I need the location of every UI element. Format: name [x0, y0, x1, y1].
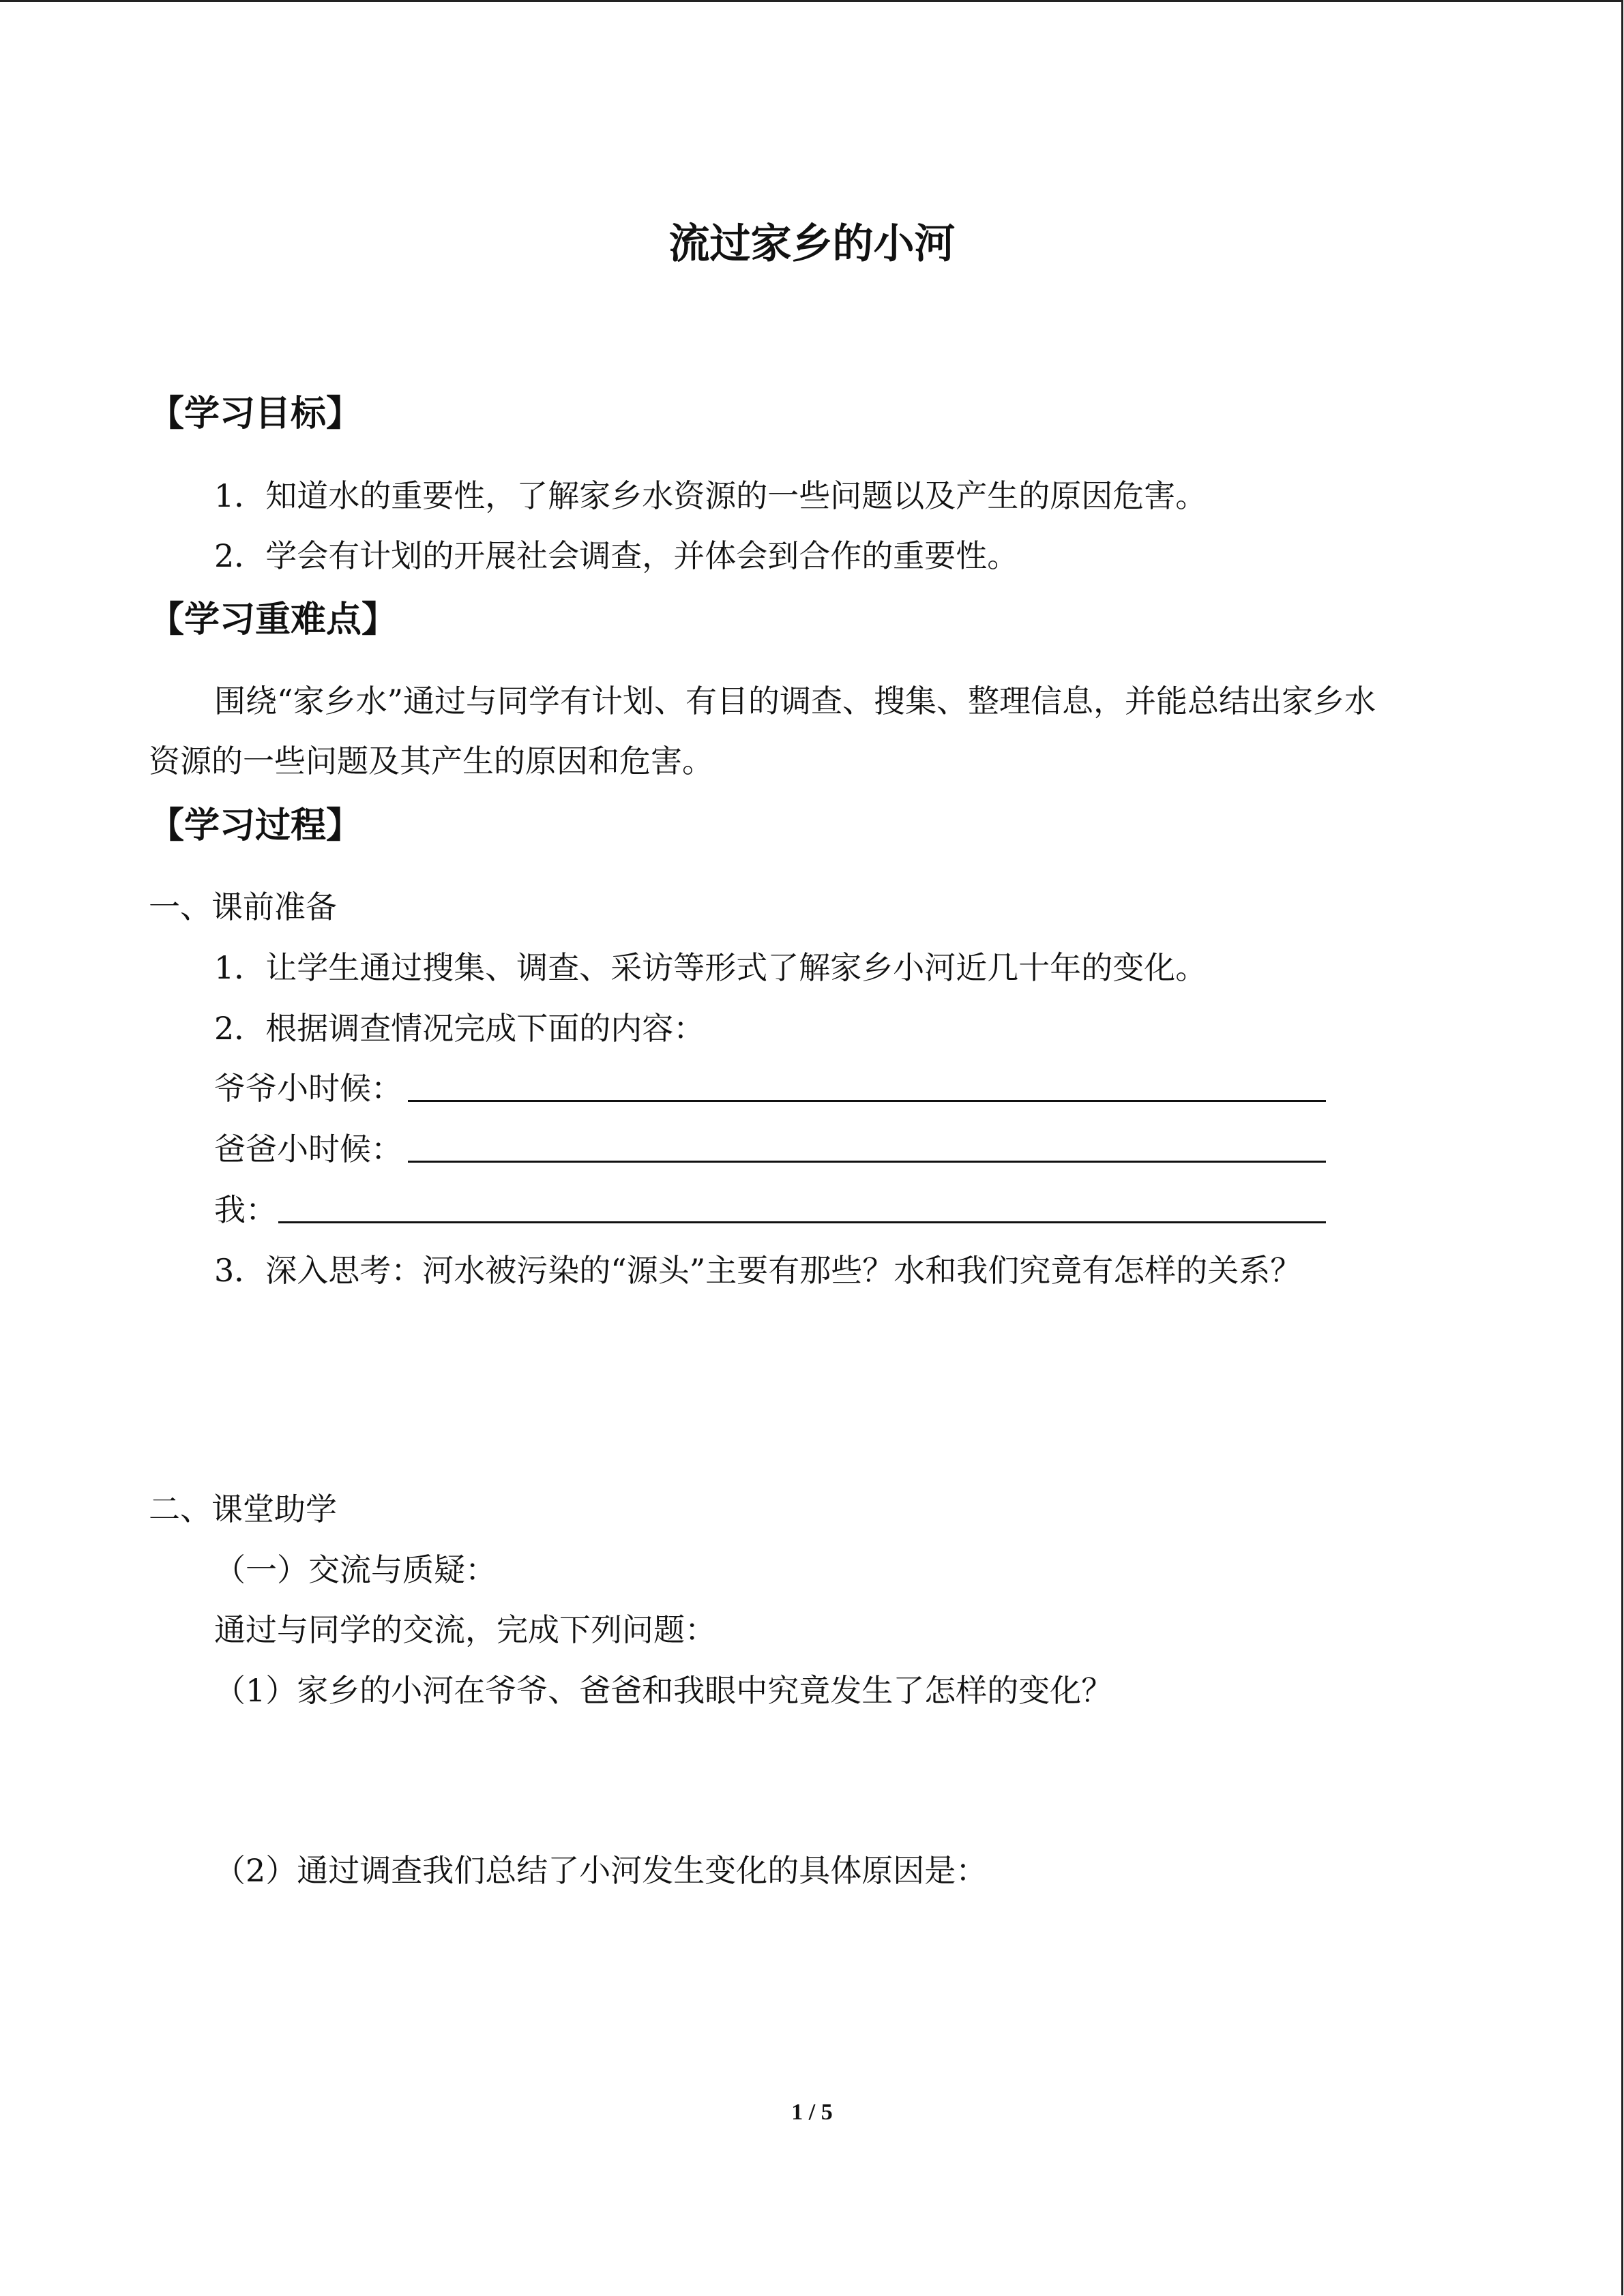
pre-class-item-1: 1．让学生通过搜集、调查、采访等形式了解家乡小河近几十年的变化。 — [214, 949, 1207, 986]
pre-class-heading: 一、课前准备 — [149, 889, 337, 925]
pre-class-item-3: 3．深入思考：河水被污染的“源头”主要有那些？水和我们究竟有怎样的关系？ — [214, 1252, 1302, 1289]
key-points-paragraph-line-2: 资源的一些问题及其产生的原因和危害。 — [149, 743, 713, 779]
in-class-sub-heading: （一）交流与质疑： — [214, 1551, 497, 1588]
key-points-paragraph-line-1: 围绕“家乡水”通过与同学有计划、有目的调查、搜集、整理信息，并能总结出家乡水 — [214, 683, 1376, 719]
heading-process: 【学习过程】 — [149, 805, 362, 846]
in-class-question-1: （1）家乡的小河在爷爷、爸爸和我眼中究竟发生了怎样的变化？ — [214, 1672, 1113, 1709]
fill-blank-dad[interactable] — [408, 1161, 1326, 1163]
fill-label-grandpa: 爷爷小时候： — [214, 1070, 402, 1107]
in-class-intro: 通过与同学的交流，完成下列问题： — [214, 1611, 716, 1648]
in-class-heading: 二、课堂助学 — [149, 1491, 337, 1527]
fill-label-me: 我： — [214, 1191, 277, 1228]
objective-item-2: 2．学会有计划的开展社会调查，并体会到合作的重要性。 — [214, 537, 1019, 574]
pre-class-item-2: 2．根据调查情况完成下面的内容： — [214, 1010, 705, 1047]
heading-objectives: 【学习目标】 — [149, 393, 362, 434]
in-class-question-2: （2）通过调查我们总结了小河发生变化的具体原因是： — [214, 1852, 988, 1889]
page-number: 1 / 5 — [791, 2100, 833, 2125]
document-title: 流过家乡的小河 — [668, 220, 956, 268]
heading-key-points: 【学习重难点】 — [149, 599, 398, 640]
fill-label-dad: 爸爸小时候： — [214, 1131, 402, 1167]
fill-blank-me[interactable] — [278, 1221, 1326, 1223]
fill-blank-grandpa[interactable] — [408, 1100, 1326, 1102]
objective-item-1: 1．知道水的重要性，了解家乡水资源的一些问题以及产生的原因危害。 — [214, 477, 1207, 514]
